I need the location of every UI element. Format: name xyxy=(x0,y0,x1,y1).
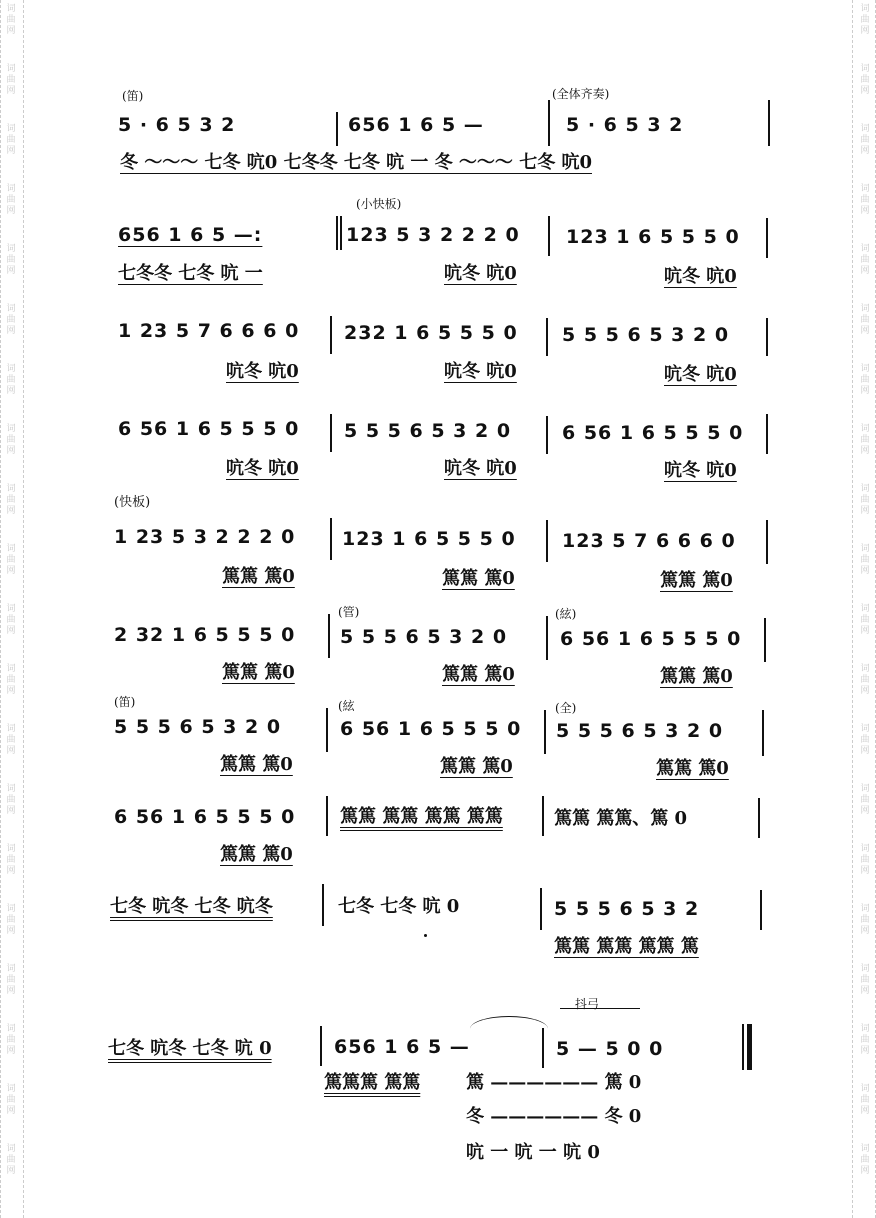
row10-percussion-2: 篤 —————— 篤 0 xyxy=(466,1072,642,1093)
row3-measure3-notes: 5 5 5 6 5 3 2 0 xyxy=(562,324,730,346)
watermark-text: 词曲网 xyxy=(860,184,870,216)
row4-percussion-1: 吭冬 吭0 xyxy=(226,458,299,479)
row3-percussion-2: 吭冬 吭0 xyxy=(444,361,517,382)
tremolo-bracket xyxy=(560,1008,640,1009)
barline xyxy=(548,216,550,256)
barline xyxy=(546,616,548,660)
watermark-text: 词曲网 xyxy=(6,664,16,696)
row6-measure2-notes: 5 5 5 6 5 3 2 0 xyxy=(340,626,508,648)
row1-measure1-notes: 5 · 6 5 3 2 xyxy=(118,114,236,136)
row10-percussion-3: 冬 —————— 冬 0 xyxy=(466,1106,642,1127)
row4-measure3-notes: 6 56 1 6 5 5 5 0 xyxy=(562,422,744,444)
barline xyxy=(768,100,770,146)
annotation-quan: (全) xyxy=(555,701,577,715)
barline xyxy=(766,414,768,454)
watermark-text: 词曲网 xyxy=(860,424,870,456)
row8-measure2-percussion: 篤篤 篤篤 篤篤 篤篤 xyxy=(340,806,503,827)
watermark-text: 词曲网 xyxy=(6,544,16,576)
row9-percussion-1: 篤篤 篤篤 篤篤 篤 xyxy=(554,936,699,957)
row6-percussion-3: 篤篤 篤0 xyxy=(660,666,733,687)
row4-percussion-3: 吭冬 吭0 xyxy=(664,460,737,481)
barline xyxy=(766,520,768,564)
annotation-tutti: (全体齐奏) xyxy=(552,87,610,101)
watermark-text: 词曲网 xyxy=(6,964,16,996)
row5-percussion-2: 篤篤 篤0 xyxy=(442,568,515,589)
slur xyxy=(470,1016,548,1029)
watermark-text: 词曲网 xyxy=(860,904,870,936)
watermark-text: 词曲网 xyxy=(860,724,870,756)
annotation-douyin: 抖弓 xyxy=(575,997,600,1011)
watermark-text: 词曲网 xyxy=(6,304,16,336)
row5-percussion-3: 篤篤 篤0 xyxy=(660,570,733,591)
row7-percussion-2: 篤篤 篤0 xyxy=(440,756,513,777)
row2-percussion-3: 吭冬 吭0 xyxy=(664,266,737,287)
watermark-text: 词曲网 xyxy=(6,424,16,456)
watermark-text: 词曲网 xyxy=(6,364,16,396)
barline xyxy=(330,414,332,452)
watermark-text: 词曲网 xyxy=(6,64,16,96)
barline xyxy=(546,318,548,356)
barline xyxy=(330,316,332,354)
row5-measure2-notes: 123 1 6 5 5 5 0 xyxy=(342,528,516,550)
watermark-text: 词曲网 xyxy=(6,124,16,156)
barline xyxy=(542,796,544,836)
row7-measure3-notes: 5 5 5 6 5 3 2 0 xyxy=(556,720,724,742)
barline xyxy=(326,796,328,836)
row4-percussion-2: 吭冬 吭0 xyxy=(444,458,517,479)
row1-measure2-notes: 656 1 6 5 — xyxy=(348,114,484,136)
watermark-text: 词曲网 xyxy=(860,64,870,96)
annotation-xiaokuaiban: (小快板) xyxy=(356,197,402,211)
barline xyxy=(546,416,548,454)
row9-measure1-percussion: 七冬 吭冬 七冬 吭冬 xyxy=(110,896,273,917)
watermark-text: 词曲网 xyxy=(6,1144,16,1176)
staccato-dot xyxy=(424,934,427,937)
row6-measure3-notes: 6 56 1 6 5 5 5 0 xyxy=(560,628,742,650)
row8-measure1-notes: 6 56 1 6 5 5 5 0 xyxy=(114,806,296,828)
row7-percussion-1: 篤篤 篤0 xyxy=(220,754,293,775)
watermark-text: 词曲网 xyxy=(6,1024,16,1056)
watermark-text: 词曲网 xyxy=(860,544,870,576)
watermark-text: 词曲网 xyxy=(860,124,870,156)
barline xyxy=(330,518,332,560)
watermark-text: 词曲网 xyxy=(6,4,16,36)
row10-measure3-notes: 5 — 5 0 0 xyxy=(556,1038,664,1060)
row10-percussion-1: 篤篤篤 篤篤 xyxy=(324,1072,421,1093)
row7-measure1-notes: 5 5 5 6 5 3 2 0 xyxy=(114,716,282,738)
watermark-text: 词曲网 xyxy=(6,184,16,216)
row3-percussion-3: 吭冬 吭0 xyxy=(664,364,737,385)
barline xyxy=(544,710,546,754)
watermark-text: 词曲网 xyxy=(860,244,870,276)
row9-measure3-notes: 5 5 5 6 5 3 2 xyxy=(554,898,700,920)
barline xyxy=(320,1026,322,1066)
watermark-text: 词曲网 xyxy=(860,844,870,876)
barline xyxy=(766,318,768,356)
row3-percussion-1: 吭冬 吭0 xyxy=(226,361,299,382)
row7-measure2-notes: 6 56 1 6 5 5 5 0 xyxy=(340,718,522,740)
barline xyxy=(326,708,328,752)
watermark-text: 词曲网 xyxy=(860,484,870,516)
row2-measure2-notes: 123 5 3 2 2 2 0 xyxy=(346,224,520,246)
barline xyxy=(762,710,764,756)
row7-percussion-3: 篤篤 篤0 xyxy=(656,758,729,779)
row5-measure1-notes: 1 23 5 3 2 2 2 0 xyxy=(114,526,296,548)
row2-percussion-2: 吭冬 吭0 xyxy=(444,263,517,284)
row10-measure1-percussion: 七冬 吭冬 七冬 吭 0 xyxy=(108,1038,272,1059)
watermark-text: 词曲网 xyxy=(860,1024,870,1056)
watermark-text: 词曲网 xyxy=(860,1084,870,1116)
watermark-text: 词曲网 xyxy=(6,604,16,636)
barline xyxy=(758,798,760,838)
barline xyxy=(322,884,324,926)
watermark-text: 词曲网 xyxy=(860,604,870,636)
row5-measure3-notes: 123 5 7 6 6 6 0 xyxy=(562,530,736,552)
row6-percussion-2: 篤篤 篤0 xyxy=(442,664,515,685)
final-barline-thick xyxy=(747,1024,752,1070)
watermark-text: 词曲网 xyxy=(6,784,16,816)
final-barline-thin xyxy=(742,1024,744,1070)
row1-measure3-notes: 5 · 6 5 3 2 xyxy=(566,114,684,136)
barline xyxy=(336,112,338,146)
row2-measure1-notes: 656 1 6 5 —: xyxy=(118,224,263,246)
watermark-text: 词曲网 xyxy=(6,244,16,276)
row2-percussion-1: 七冬冬 七冬 吭 一 xyxy=(118,263,263,284)
repeat-barline xyxy=(340,216,342,250)
watermark-text: 词曲网 xyxy=(860,1144,870,1176)
row6-measure1-notes: 2 32 1 6 5 5 5 0 xyxy=(114,624,296,646)
watermark-text: 词曲网 xyxy=(860,4,870,36)
barline xyxy=(328,614,330,658)
barline xyxy=(766,218,768,258)
row3-measure1-notes: 1 23 5 7 6 6 6 0 xyxy=(118,320,300,342)
row10-percussion-4: 吭 一 吭 一 吭 0 xyxy=(466,1142,600,1163)
watermark-text: 词曲网 xyxy=(860,964,870,996)
watermark-text: 词曲网 xyxy=(860,304,870,336)
row8-measure3-percussion: 篤篤 篤篤、篤 0 xyxy=(554,808,688,829)
annotation-kuaiban: (快板) xyxy=(114,495,151,510)
watermark-text: 词曲网 xyxy=(860,364,870,396)
row5-percussion-1: 篤篤 篤0 xyxy=(222,566,295,587)
watermark-text: 词曲网 xyxy=(860,664,870,696)
row10-measure2-notes: 656 1 6 5 — xyxy=(334,1036,470,1058)
repeat-barline xyxy=(336,216,338,250)
barline xyxy=(542,1028,544,1068)
row4-measure1-notes: 6 56 1 6 5 5 5 0 xyxy=(118,418,300,440)
annotation-xian: (絃) xyxy=(555,607,577,621)
annotation-xian-2: (絃 xyxy=(338,699,355,713)
row3-measure2-notes: 232 1 6 5 5 5 0 xyxy=(344,322,518,344)
barline xyxy=(760,890,762,930)
watermark-text: 词曲网 xyxy=(6,724,16,756)
row6-percussion-1: 篤篤 篤0 xyxy=(222,662,295,683)
watermark-text: 词曲网 xyxy=(860,784,870,816)
annotation-sheng: (笛) xyxy=(122,89,144,103)
watermark-text: 词曲网 xyxy=(6,1084,16,1116)
annotation-guan: (管) xyxy=(338,605,360,619)
row2-measure3-notes: 123 1 6 5 5 5 0 xyxy=(566,226,740,248)
annotation-di: (笛) xyxy=(114,695,136,709)
row9-measure2-percussion: 七冬 七冬 吭 0 xyxy=(338,896,460,917)
row8-percussion-1: 篤篤 篤0 xyxy=(220,844,293,865)
watermark-text: 词曲网 xyxy=(6,904,16,936)
row4-measure2-notes: 5 5 5 6 5 3 2 0 xyxy=(344,420,512,442)
watermark-text: 词曲网 xyxy=(6,484,16,516)
row1-percussion: 冬 ～～～ 七冬 吭0 七冬冬 七冬 吭 一 冬 ～～～ 七冬 吭0 xyxy=(120,152,592,173)
barline xyxy=(548,100,550,146)
barline xyxy=(540,888,542,930)
barline xyxy=(546,520,548,562)
barline xyxy=(764,618,766,662)
watermark-text: 词曲网 xyxy=(6,844,16,876)
